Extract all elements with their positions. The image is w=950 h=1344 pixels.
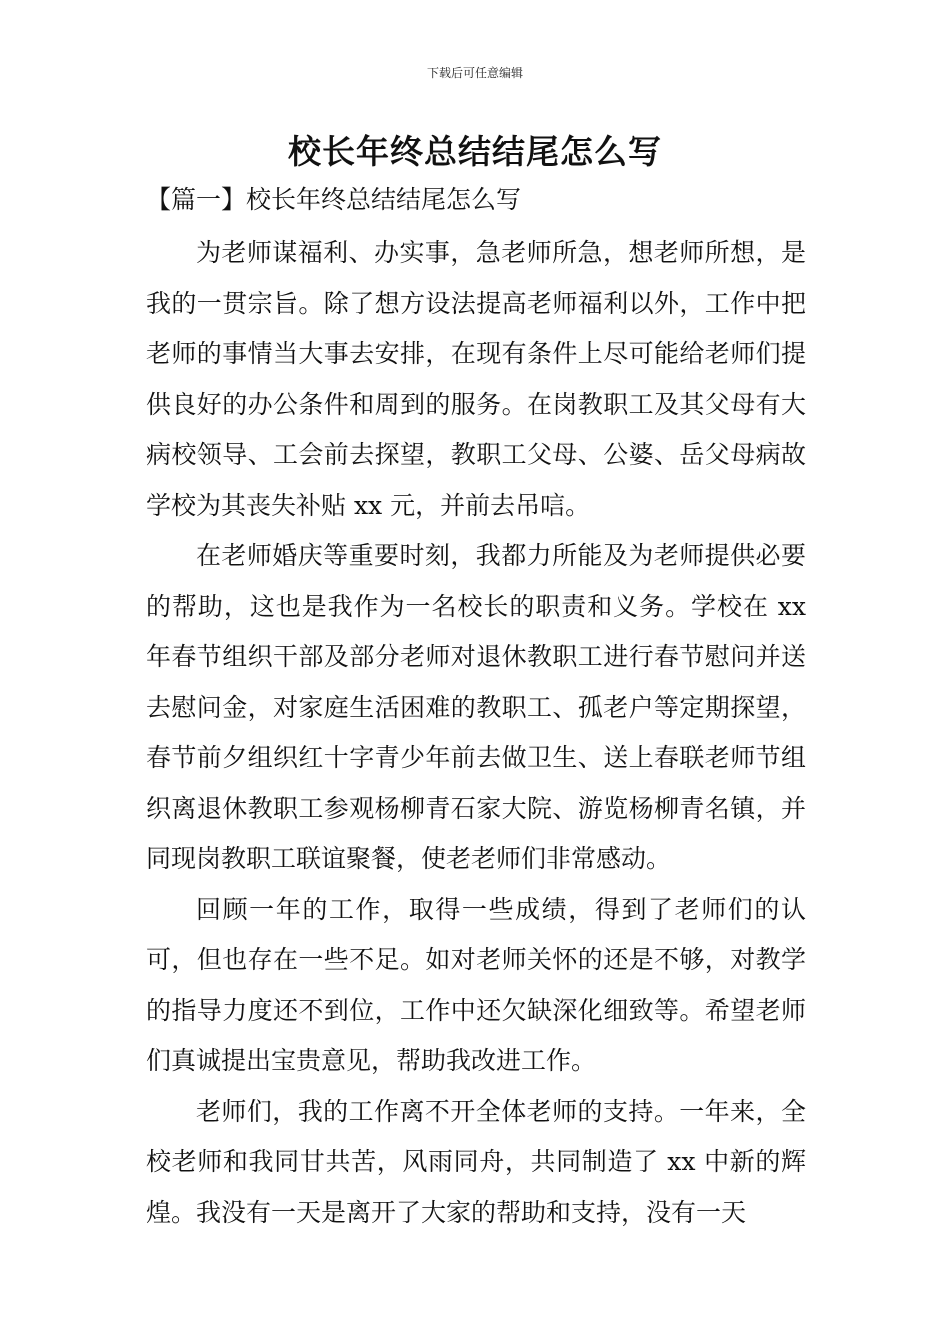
paragraph: 在老师婚庆等重要时刻，我都力所能及为老师提供必要的帮助，这也是我作为一名校长的职责和义务。学校在 xx 年春节组织干部及部分老师对退休教职工进行春节慰问并送去慰问金，对家庭生活困难的教职工、孤老户等定期探望，春节前夕组织红十字青少年前去做卫生、送上春联老师节组织离退休教职工参观杨柳青石家大院、游览杨柳青名镇，并同现岗教职工联谊聚餐，使老老师们非常感动。 xyxy=(146,541,806,873)
document-title: 校长年终总结结尾怎么写 xyxy=(288,132,662,171)
paragraph: 老师们，我的工作离不开全体老师的支持。一年来，全校老师和我同甘共苦，风雨同舟，共同制造了 xx 中新的辉煌。我没有一天是离开了大家的帮助和支持，没有一天 xyxy=(146,1096,806,1227)
document-body xyxy=(146,228,806,1238)
paragraph: 回顾一年的工作，取得一些成绩，得到了老师们的认可，但也存在一些不足。如对老师关怀的还是不够，对教学的指导力度还不到位，工作中还欠缺深化细致等。希望老师们真诚提出宝贵意见，帮助我改进工作。 xyxy=(146,894,806,1075)
section-heading: 【篇一】校长年终总结结尾怎么写 xyxy=(146,185,522,214)
page-header-note: 下载后可任意编辑 xyxy=(426,66,523,80)
paragraph: 为老师谋福利、办实事，急老师所急，想老师所想，是我的一贯宗旨。除了想方设法提高老师福利以外，工作中把老师的事情当大事去安排，在现有条件上尽可能给老师们提供良好的办公条件和周到的服务。在岗教职工及其父母有大病校领导、工会前去探望，教职工父母、公婆、岳父母病故学校为其丧失补贴 xx 元，并前去吊唁。 xyxy=(146,238,806,520)
